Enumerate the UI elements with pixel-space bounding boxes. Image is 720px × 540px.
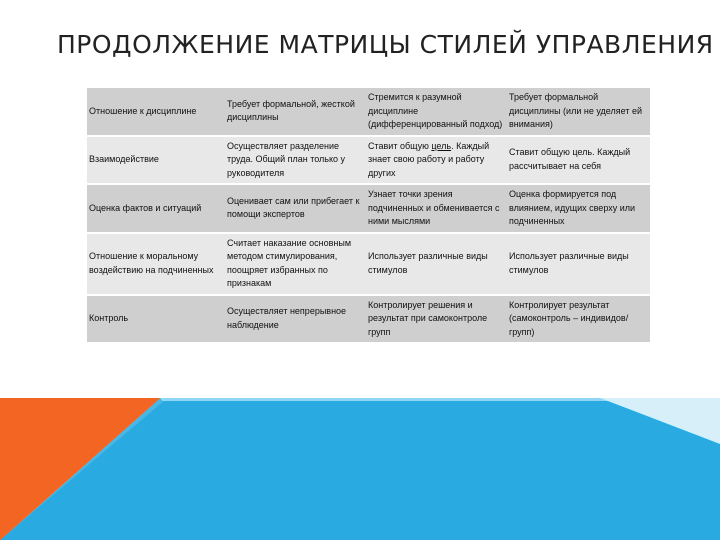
table-cell: Ставит общую цель. Каждый рассчитывает на себя xyxy=(507,136,650,185)
cell-text: Ставит общую xyxy=(368,140,432,151)
table-row xyxy=(87,295,650,344)
footer-shapes xyxy=(0,398,720,540)
table-row xyxy=(87,136,650,185)
table-cell: Считает наказание основным методом стимулирования, поощряет избранных по признакам xyxy=(225,233,366,295)
table-row xyxy=(87,88,650,136)
table-cell: Стремится к разумной дисциплине (дифференцированный подход) xyxy=(366,88,507,136)
table-row xyxy=(87,233,650,295)
goal-link[interactable]: цель xyxy=(431,140,452,151)
table-cell: Оценка формируется под влиянием, идущих сверху или подчиненных xyxy=(507,184,650,233)
cell-text: . Каждый знает свою работу и работу других xyxy=(368,140,490,178)
management-style-matrix xyxy=(87,88,650,344)
row-label: Отношение к моральному воздействию на подчиненных xyxy=(87,233,225,295)
table-cell: Требует формальной дисциплины (или не уделяет ей внимания) xyxy=(507,88,650,136)
row-label: Контроль xyxy=(87,295,225,344)
table-row xyxy=(87,184,650,233)
table-cell: Использует различные виды стимулов xyxy=(366,233,507,295)
table-cell: Требует формальной, жесткой дисциплины xyxy=(225,88,366,136)
table-cell: Использует различные виды стимулов xyxy=(507,233,650,295)
row-label: Взаимодействие xyxy=(87,136,225,185)
table-cell: Осуществляет непрерывное наблюдение xyxy=(225,295,366,344)
table-cell xyxy=(366,136,507,185)
slide-title: ПРОДОЛЖЕНИЕ МАТРИЦЫ СТИЛЕЙ УПРАВЛЕНИЯ xyxy=(57,30,714,59)
table-cell: Осуществляет разделение труда. Общий план только у руководителя xyxy=(225,136,366,185)
row-label: Оценка фактов и ситуаций xyxy=(87,184,225,233)
table-cell: Контролирует решения и результат при самоконтроле групп xyxy=(366,295,507,344)
table-cell: Узнает точки зрения подчиненных и обменивается с ними мыслями xyxy=(366,184,507,233)
decorative-footer xyxy=(0,398,720,540)
table-cell: Контролирует результат (самоконтроль – индивидов/групп) xyxy=(507,295,650,344)
row-label: Отношение к дисциплине xyxy=(87,88,225,136)
table-cell: Оценивает сам или прибегает к помощи экспертов xyxy=(225,184,366,233)
